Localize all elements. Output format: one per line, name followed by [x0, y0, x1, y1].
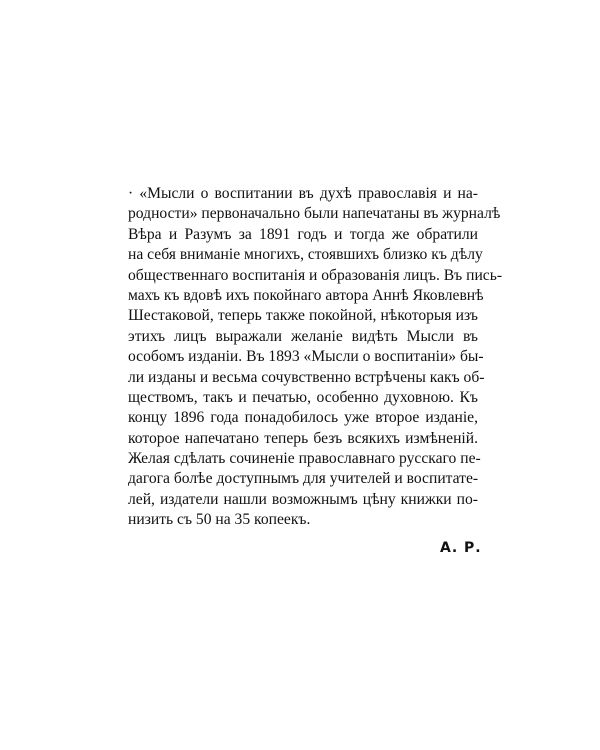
preface-paragraph — [128, 184, 503, 531]
text-line: Шестаковой, теперь также покойной, нѣкоторыя изъ — [128, 307, 478, 325]
text-line: махъ къ вдовѣ ихъ покойнаго автора Аннѣ Яковлевнѣ — [128, 286, 484, 304]
text-line: дагога болѣе доступнымъ для учителей и воспитате- — [128, 470, 479, 488]
text-line: общественнаго воспитанія и образованія лицъ. Въ пись- — [128, 266, 503, 284]
text-line: родности» первоначально были напечатаны въ журналѣ — [128, 205, 501, 223]
author-signature: А. Р. — [440, 540, 482, 556]
text-line: · «Мысли о воспитании въ духѣ православія и на- — [128, 185, 478, 202]
text-line: Вѣра и Разумъ за 1891 годъ и тогда же обратили — [128, 225, 478, 243]
text-line: концу 1896 года понадобилось уже второе изданіе, — [128, 409, 478, 427]
text-line: особомъ изданіи. Въ 1893 «Мысли о воспитаніи» бы- — [128, 348, 484, 366]
text-line: ли изданы и весьма сочувственно встрѣчены какъ об- — [128, 368, 485, 386]
text-line: ществомъ, такъ и печатью, особенно духовною. Къ — [128, 388, 478, 406]
text-line: которое напечатано теперь безъ всякихъ измѣненій. — [128, 429, 478, 447]
text-line: этихъ лицъ выражали желаніе видѣть Мысли въ — [128, 327, 478, 345]
text-line: Желая сдѣлать сочиненіе православнаго русскаго пе- — [128, 450, 481, 468]
text-line: лей, издатели нашли возможнымъ цѣну книжки по- — [128, 490, 478, 508]
text-line-last: низить съ 50 на 35 копеекъ. — [128, 511, 311, 529]
text-line: на себя вниманіе многихъ, стоявшихъ близко къ дѣлу — [128, 246, 483, 264]
